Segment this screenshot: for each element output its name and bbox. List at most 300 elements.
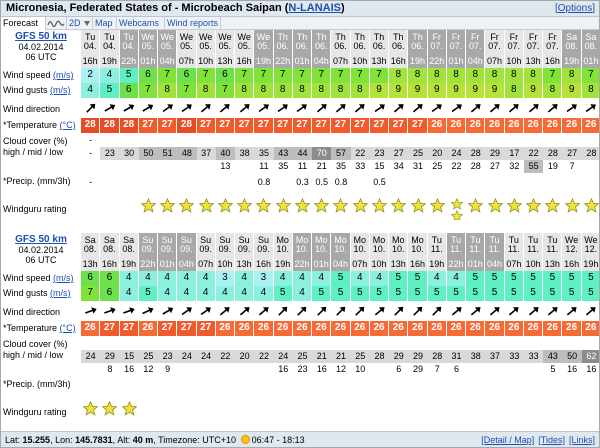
- cloud-low-cell: 15: [374, 161, 385, 171]
- cloud-high-cell: [562, 337, 581, 350]
- temperature-cell: 26: [81, 321, 100, 336]
- wind-arrow-cell: [177, 303, 196, 320]
- wind-arrow-icon: [411, 304, 425, 318]
- rating-cell: [120, 401, 139, 423]
- links-link[interactable]: [Links]: [568, 435, 595, 445]
- wind-speed-cell: 8: [389, 68, 408, 83]
- date-row: [81, 233, 600, 257]
- wind-arrow-cell: [505, 100, 524, 117]
- cloud-mid-cell: 48: [177, 147, 196, 160]
- date-cell: Th 06.: [274, 30, 293, 54]
- cloud-high-cell: [428, 134, 447, 147]
- rating-cell: [331, 198, 350, 220]
- unit-link[interactable]: (m/s): [53, 70, 74, 80]
- cloud-mid-cell: 62: [582, 350, 600, 363]
- wind-speed-cell: 4: [351, 271, 370, 286]
- wind-speed-cell: 7: [235, 68, 254, 83]
- spot-title: Micronesia, Federated States of - Microbeach Saipan: [6, 2, 282, 14]
- wind-arrow-icon: [122, 101, 136, 115]
- wind-speed-cell: 6: [216, 68, 235, 83]
- cloud-low-cell: 12: [143, 364, 154, 374]
- rating-cell: [100, 198, 119, 220]
- wind-arrow-cell: [139, 303, 158, 320]
- cloud-high-cell: [100, 337, 119, 350]
- cloud-low-row: [81, 160, 600, 173]
- cloud-mid-cell: 70: [312, 147, 331, 160]
- wind-arrow-icon: [84, 304, 98, 318]
- wind-gusts-cell: 8: [351, 83, 370, 98]
- rating-cell: [389, 198, 408, 220]
- wind-speed-cell: 5: [485, 271, 504, 286]
- wind-arrow-cell: [139, 100, 158, 117]
- cloud-mid-cell: 22: [216, 350, 235, 363]
- cloud-high-cell: [139, 134, 158, 147]
- wind-speed-label: Wind speed (m/s): [3, 273, 74, 283]
- date-cell: We 05.: [254, 30, 273, 54]
- page-title: Micronesia, Federated States of - Microbeach Saipan (N-LANAIS): [6, 2, 345, 14]
- wind-speed-cell: 8: [466, 68, 485, 83]
- wind-speed-cell: 3: [216, 271, 235, 286]
- wind-arrow-cell: [351, 100, 370, 117]
- wind-gusts-cell: 5: [562, 286, 581, 301]
- cloud-mid-cell: 37: [197, 147, 216, 160]
- star-icon: [237, 198, 252, 213]
- wind-speed-cell: 7: [370, 68, 389, 83]
- wind-arrow-icon: [469, 101, 483, 115]
- date-cell: Tu 11.: [524, 233, 543, 257]
- cloud-mid-cell: 40: [216, 147, 235, 160]
- tab-wind-reports[interactable]: Wind reports: [165, 17, 221, 30]
- unit-link[interactable]: (m/s): [50, 85, 71, 95]
- temperature-cell: 26: [254, 321, 273, 336]
- precip-cell: [543, 379, 562, 391]
- cloud-high-cell: [447, 337, 466, 350]
- row-labels: [1, 30, 81, 230]
- cloud-high-cell: [216, 337, 235, 350]
- cloud-mid-cell: 25: [293, 350, 312, 363]
- rating-cell: [235, 401, 254, 423]
- star-icon: [451, 198, 463, 210]
- forecast-section: [1, 30, 600, 230]
- tides-link[interactable]: [Tides]: [538, 435, 565, 445]
- precip-cell: [235, 379, 254, 391]
- unit-link[interactable]: (m/s): [50, 288, 71, 298]
- forecast-section: [1, 233, 600, 433]
- cloud-high-cell: [505, 337, 524, 350]
- cloud-high-cell: [177, 134, 196, 147]
- rating-cell: [100, 401, 119, 423]
- model-link[interactable]: GFS 50 km: [15, 234, 67, 245]
- rating-cell: [331, 401, 350, 423]
- unit-link[interactable]: (°C): [59, 323, 76, 333]
- date-cell: We 12.: [562, 233, 581, 257]
- rating-cell: [389, 401, 408, 423]
- precip-label: *Precip. (mm/3h): [3, 379, 71, 389]
- wind-speed-cell: 2: [81, 68, 100, 83]
- temperature-cell: 27: [351, 118, 370, 133]
- date-cell: Th 06.: [389, 30, 408, 54]
- wind-arrow-icon: [315, 101, 329, 115]
- date-cell: We 05.: [139, 30, 158, 54]
- precip-cell: [485, 379, 504, 391]
- cloud-high-cell: [312, 134, 331, 147]
- hour-cell: 04h: [466, 54, 485, 68]
- wind-arrow-icon: [373, 304, 387, 318]
- graph-toggle[interactable]: [46, 17, 67, 30]
- temperature-cell: 26: [139, 321, 158, 336]
- cloud-mid-cell: 44: [293, 147, 312, 160]
- hour-cell: 22h: [120, 54, 139, 68]
- cloud-mid-cell: 24: [81, 350, 100, 363]
- wind-direction-label: Wind direction: [3, 104, 61, 114]
- date-cell: We 05.: [158, 30, 177, 54]
- rating-cell: [582, 198, 600, 220]
- unit-link[interactable]: (°C): [59, 120, 76, 130]
- hour-cell: 19h: [408, 54, 427, 68]
- date-cell: Mo 10.: [312, 233, 331, 257]
- precip-cell: [274, 379, 293, 391]
- cloud-high-cell: [254, 337, 273, 350]
- wind-gusts-cell: 7: [139, 83, 158, 98]
- wind-gusts-cell: 8: [254, 83, 273, 98]
- spot-link[interactable]: N-LANAIS: [288, 2, 341, 14]
- date-cell: Tu 04.: [120, 30, 139, 54]
- hour-cell: 01h: [582, 54, 600, 68]
- cloud-high-cell: [485, 337, 504, 350]
- tab-map[interactable]: Map: [93, 17, 117, 30]
- cloud-high-cell: [524, 337, 543, 350]
- wind-arrow-icon: [450, 101, 464, 115]
- wind-arrow-icon: [450, 304, 464, 318]
- wind-arrow-icon: [199, 101, 213, 115]
- temperature-cell: 26: [582, 321, 600, 336]
- cloud-high-cell: [312, 337, 331, 350]
- date-cell: Fr 07.: [505, 30, 524, 54]
- precip-cell: 0.5: [373, 177, 386, 187]
- wind-gusts-cell: 8: [543, 83, 562, 98]
- precip-cell: [582, 379, 600, 391]
- cloud-cover-label: Cloud cover (%) high / mid / low: [3, 136, 68, 157]
- cloud-low-cell: [158, 160, 177, 173]
- rating-cell: [120, 198, 139, 220]
- wind-speed-cell: 7: [254, 68, 273, 83]
- wind-arrow-cell: [543, 100, 562, 117]
- star-icon: [218, 198, 233, 213]
- cloud-low-cell: 11: [297, 161, 308, 171]
- temperature-cell: 26: [562, 321, 581, 336]
- temperature-cell: 26: [235, 321, 254, 336]
- rating-cell: [197, 198, 216, 220]
- wind-arrow-icon: [103, 101, 117, 115]
- cloud-high-cell: [582, 134, 600, 147]
- wind-arrow-icon: [295, 101, 309, 115]
- star-icon: [507, 198, 522, 213]
- wind-arrow-cell: [197, 303, 216, 320]
- options-label: Options: [557, 3, 593, 14]
- cloud-low-cell: 34: [393, 161, 404, 171]
- wind-speed-cell: 4: [312, 271, 331, 286]
- cloud-low-cell: [254, 363, 273, 376]
- wind-gusts-cell: 4: [158, 286, 177, 301]
- wind-gusts-cell: 9: [466, 83, 485, 98]
- wind-speed-cell: 8: [524, 68, 543, 83]
- precip-cell: [351, 379, 370, 391]
- wind-gusts-cell: 8: [158, 83, 177, 98]
- wind-arrow-icon: [218, 304, 232, 318]
- cloud-mid-cell: 22: [254, 350, 273, 363]
- wind-speed-label: Wind speed (m/s): [3, 70, 74, 80]
- cloud-mid-cell: 23: [158, 350, 177, 363]
- wind-speed-cell: 4: [447, 271, 466, 286]
- wind-arrow-cell: [428, 100, 447, 117]
- cloud-low-cell: 25: [432, 161, 443, 171]
- star-icon: [83, 401, 98, 416]
- rating-cell: [505, 198, 524, 220]
- precip-cell: [139, 379, 158, 391]
- wind-arrow-cell: [389, 303, 408, 320]
- cloud-mid-cell: 37: [485, 350, 504, 363]
- cloud-high-cell: [274, 337, 293, 350]
- temperature-row: [81, 321, 600, 336]
- date-cell: Su 09.: [139, 233, 158, 257]
- wind-arrow-icon: [199, 304, 213, 318]
- wind-arrow-cell: [370, 100, 389, 117]
- options-link[interactable]: [Options]: [554, 3, 595, 14]
- precip-row: [81, 379, 600, 391]
- cloud-high-cell: [100, 134, 119, 147]
- wind-speed-cell: 8: [505, 68, 524, 83]
- cloud-low-cell: 16: [124, 364, 135, 374]
- rating-cell: [81, 401, 100, 423]
- rating-cell: [177, 401, 196, 423]
- wind-speed-cell: 4: [197, 271, 216, 286]
- star-icon: [451, 210, 463, 220]
- wind-gusts-cell: 5: [331, 286, 350, 301]
- wind-arrow-cell: [120, 100, 139, 117]
- star-icon: [160, 198, 175, 213]
- wind-speed-cell: 8: [428, 68, 447, 83]
- wind-arrow-cell: [466, 303, 485, 320]
- cloud-mid-cell: 33: [505, 350, 524, 363]
- model-date: 04.02.2014: [18, 42, 64, 52]
- wind-gusts-row: [81, 286, 600, 301]
- wind-arrow-icon: [218, 101, 232, 115]
- wind-gusts-cell: 5: [524, 286, 543, 301]
- cloud-mid-cell: 50: [139, 147, 158, 160]
- wind-arrow-icon: [546, 101, 560, 115]
- date-cell: Fr 07.: [428, 30, 447, 54]
- date-cell: Tu 04.: [100, 30, 119, 54]
- tab-forecast[interactable]: Forecast: [1, 17, 46, 30]
- wind-arrow-cell: [312, 100, 331, 117]
- precip-cell: [447, 176, 466, 188]
- wind-arrow-icon: [373, 101, 387, 115]
- wind-arrow-cell: [254, 303, 273, 320]
- rating-cell: [370, 401, 389, 423]
- wind-arrow-icon: [180, 304, 194, 318]
- temperature-cell: 26: [389, 321, 408, 336]
- rating-cell: [216, 198, 235, 220]
- hour-cell: 13h: [524, 54, 543, 68]
- star-icon: [179, 198, 194, 213]
- hour-cell: 01h: [158, 257, 177, 271]
- star-icon: [102, 401, 117, 416]
- cloud-low-cell: [177, 160, 196, 173]
- wind-arrow-icon: [488, 101, 502, 115]
- wind-arrow-icon: [276, 101, 290, 115]
- precip-cell: 0.3: [296, 177, 309, 187]
- dimension-select[interactable]: [67, 17, 93, 30]
- temperature-cell: 26: [351, 321, 370, 336]
- unit-link[interactable]: (m/s): [53, 273, 74, 283]
- temperature-cell: 26: [466, 321, 485, 336]
- date-cell: We 12.: [582, 233, 600, 257]
- hour-cell: 04h: [158, 54, 177, 68]
- cloud-low-cell: [466, 363, 485, 376]
- detail-map-link[interactable]: [Detail / Map]: [481, 435, 535, 445]
- wind-arrow-cell: [466, 100, 485, 117]
- cloud-mid-cell: 29: [389, 350, 408, 363]
- precip-cell: [120, 176, 139, 188]
- wind-speed-cell: 7: [158, 68, 177, 83]
- cloud-low-cell: [177, 363, 196, 376]
- wind-arrow-cell: [100, 100, 119, 117]
- wind-direction-label: Wind direction: [3, 307, 61, 317]
- cloud-mid-cell: 28: [582, 147, 600, 160]
- date-cell: Su 09.: [216, 233, 235, 257]
- wind-arrow-icon: [584, 304, 598, 318]
- cloud-high-cell: [331, 337, 350, 350]
- tab-webcams[interactable]: Webcams: [117, 17, 165, 30]
- cloud-low-cell: [120, 160, 139, 173]
- cloud-high-cell: [543, 337, 562, 350]
- temperature-cell: 26: [312, 321, 331, 336]
- rating-cell: [274, 198, 293, 220]
- wind-arrow-cell: [428, 303, 447, 320]
- precip-cell: [447, 379, 466, 391]
- temperature-cell: 27: [197, 118, 216, 133]
- cloud-high-cell: [466, 337, 485, 350]
- wind-speed-cell: 4: [370, 271, 389, 286]
- precip-cell: [505, 379, 524, 391]
- sunrise-sunset: 06:47 - 18:13: [251, 435, 305, 445]
- cloud-mid-cell: 57: [331, 147, 350, 160]
- model-link[interactable]: GFS 50 km: [15, 31, 67, 42]
- cloud-low-row: [81, 363, 600, 376]
- star-icon: [141, 198, 156, 213]
- wind-arrow-cell: [524, 100, 543, 117]
- star-icon: [468, 198, 483, 213]
- wind-arrow-icon: [334, 101, 348, 115]
- cloud-high-cell: [447, 134, 466, 147]
- cloud-high-cell: [389, 134, 408, 147]
- wind-arrow-icon: [507, 101, 521, 115]
- temperature-cell: 27: [139, 118, 158, 133]
- hour-cell: 13h: [216, 54, 235, 68]
- cloud-low-cell: 16: [278, 364, 289, 374]
- date-cell: Mo 10.: [351, 233, 370, 257]
- precip-cell: [428, 176, 447, 188]
- temperature-cell: 26: [331, 321, 350, 336]
- wind-gusts-cell: 5: [582, 286, 600, 301]
- date-cell: Fr 07.: [543, 30, 562, 54]
- wind-arrow-icon: [276, 304, 290, 318]
- rating-cell: [524, 198, 543, 220]
- wind-speed-cell: 8: [447, 68, 466, 83]
- cloud-low-cell: 13: [220, 161, 231, 171]
- cloud-low-cell: [505, 363, 524, 376]
- precip-cell: -: [89, 177, 93, 187]
- wind-arrow-cell: [485, 303, 504, 320]
- cloud-high-cell: [485, 134, 504, 147]
- star-icon: [353, 198, 368, 213]
- hour-cell: 04h: [485, 257, 504, 271]
- model-run: 06 UTC: [25, 52, 57, 62]
- cloud-mid-cell: 24: [177, 350, 196, 363]
- cloud-mid-cell: 29: [100, 350, 119, 363]
- title-bar: [1, 1, 599, 17]
- temperature-cell: 27: [120, 321, 139, 336]
- cloud-high-cell: [582, 337, 600, 350]
- wind-gusts-cell: 5: [389, 286, 408, 301]
- date-cell: Sa 08.: [120, 233, 139, 257]
- wind-arrow-cell: [370, 303, 389, 320]
- cloud-low-cell: 22: [451, 161, 462, 171]
- cloud-mid-cell: 22: [524, 147, 543, 160]
- wind-arrow-cell: [447, 100, 466, 117]
- wind-arrow-icon: [315, 304, 329, 318]
- wind-gusts-cell: 5: [466, 286, 485, 301]
- date-cell: Mo 10.: [389, 233, 408, 257]
- temperature-cell: 26: [524, 321, 543, 336]
- wind-arrow-cell: [582, 100, 600, 117]
- cloud-low-cell: 6: [396, 364, 402, 374]
- wind-arrow-icon: [103, 304, 117, 318]
- forecast-grid: [81, 233, 600, 433]
- wind-arrow-icon: [469, 304, 483, 318]
- temperature-cell: 26: [466, 118, 485, 133]
- date-cell: Su 09.: [254, 233, 273, 257]
- precip-cell: [408, 379, 427, 391]
- cloud-mid-cell: 17: [505, 147, 524, 160]
- cloud-low-cell: [582, 160, 600, 173]
- temperature-cell: 27: [177, 321, 196, 336]
- cloud-mid-cell: 29: [408, 350, 427, 363]
- cloud-high-cell: [408, 134, 427, 147]
- cloud-mid-cell: 43: [274, 147, 293, 160]
- wind-arrow-cell: [543, 303, 562, 320]
- date-cell: We 05.: [197, 30, 216, 54]
- cloud-low-cell: 9: [165, 364, 171, 374]
- date-cell: Su 09.: [235, 233, 254, 257]
- date-cell: Mo 10.: [331, 233, 350, 257]
- wind-gusts-cell: 5: [100, 83, 119, 98]
- cloud-high-cell: [524, 134, 543, 147]
- rating-cell: [543, 198, 562, 220]
- wind-speed-cell: 4: [100, 68, 119, 83]
- wind-gusts-cell: 5: [543, 286, 562, 301]
- star-icon: [565, 198, 580, 213]
- hour-cell: 13h: [81, 257, 100, 271]
- cloud-low-cell: 7: [434, 364, 440, 374]
- date-cell: Tu 11.: [485, 233, 504, 257]
- hour-cell: 10h: [351, 54, 370, 68]
- precip-cell: [254, 379, 273, 391]
- cloud-mid-cell: 24: [274, 350, 293, 363]
- hour-cell: 19h: [582, 257, 600, 271]
- wind-gusts-cell: 9: [389, 83, 408, 98]
- hour-cell: 07h: [177, 54, 196, 68]
